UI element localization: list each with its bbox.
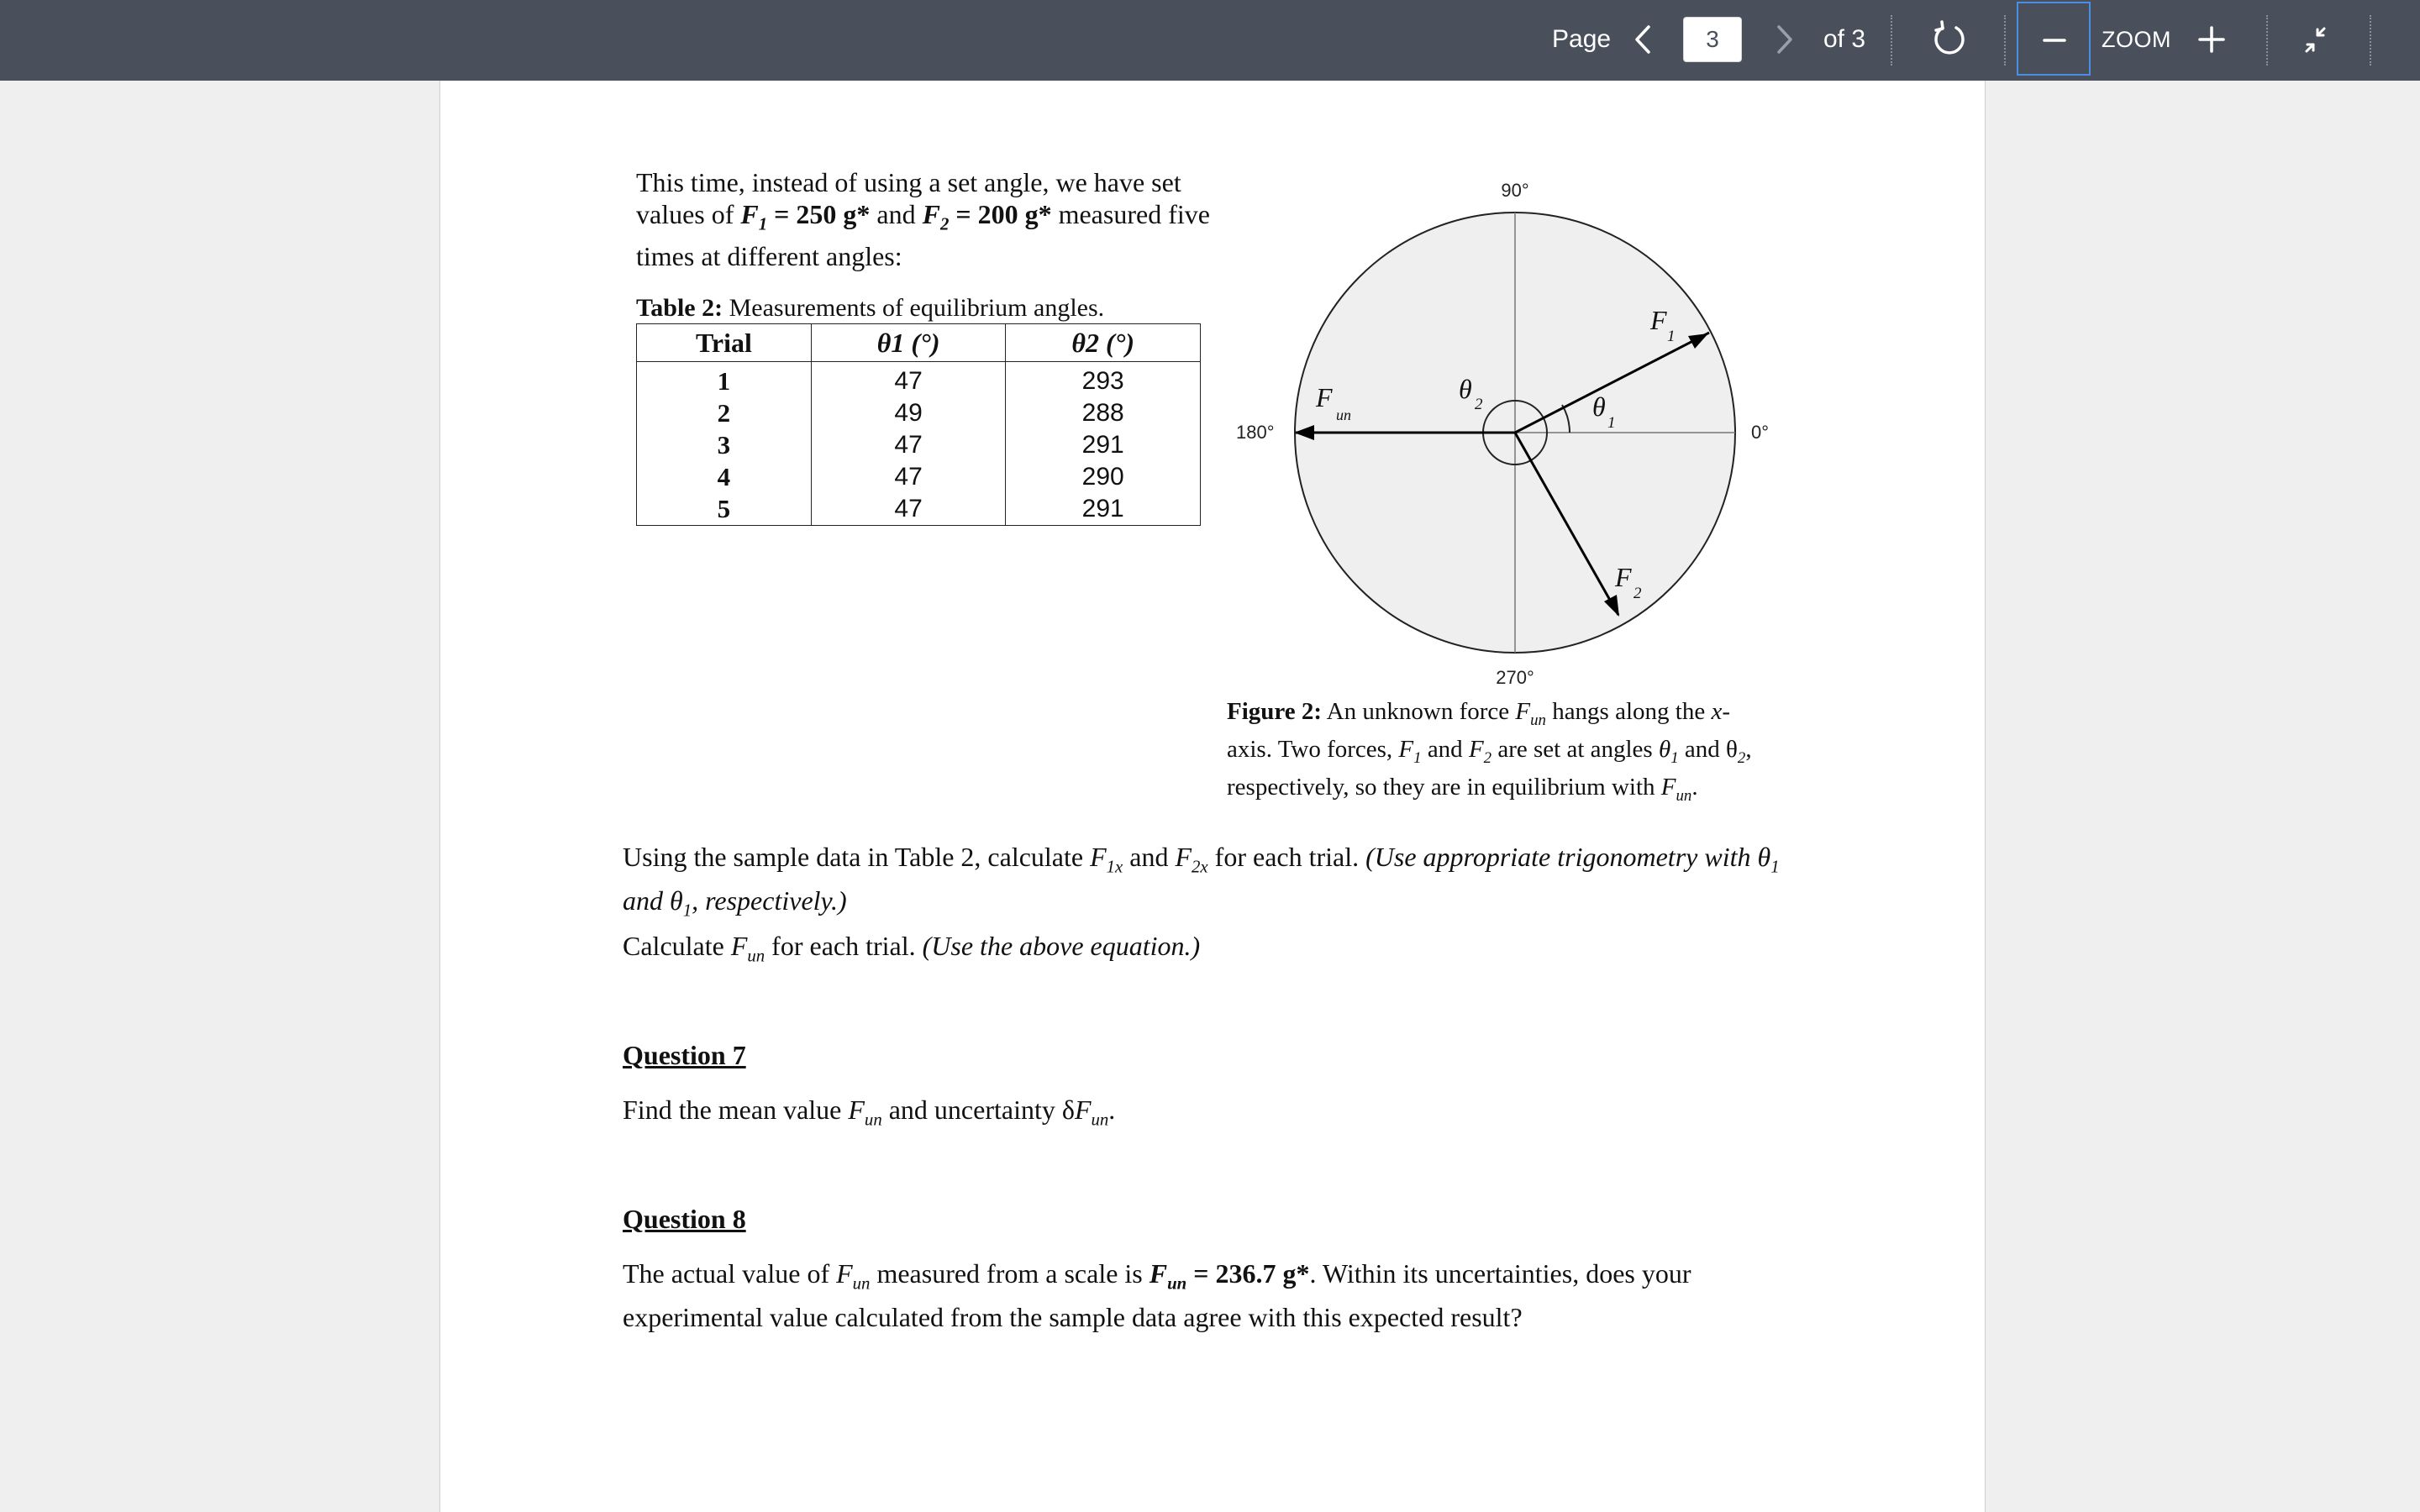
caption-text: are set at angles xyxy=(1491,735,1659,763)
question-text: . xyxy=(1108,1095,1116,1125)
f2-value: = 200 g* xyxy=(949,199,1052,229)
caption-symbol: F xyxy=(1660,773,1676,801)
table-cell: 290 xyxy=(1006,461,1201,493)
instruction-symbol: F xyxy=(1090,842,1107,872)
theta2-label: θ xyxy=(1459,374,1472,404)
instruction-subscript: 2x xyxy=(1192,857,1208,877)
angle-label-180: 180° xyxy=(1236,422,1275,443)
question-text: Find the mean value xyxy=(623,1095,849,1125)
plus-icon xyxy=(2193,20,2230,59)
table-cell: 1 xyxy=(637,362,812,398)
force-diagram xyxy=(440,81,1985,778)
refresh-icon xyxy=(1931,20,1968,59)
figure-caption-label: Figure 2: xyxy=(1227,698,1323,725)
question-symbol: F xyxy=(1149,1258,1168,1289)
zoom-in-button[interactable] xyxy=(2193,20,2230,59)
table-header: Trial xyxy=(637,324,812,362)
angle-label-0: 0° xyxy=(1751,422,1770,443)
intro-text: This time, instead of using a set angle, we have set values of xyxy=(636,167,1181,229)
f2-label-subscript: 2 xyxy=(1634,585,1642,602)
page-label: Page xyxy=(1552,25,1612,53)
exit-fullscreen-button[interactable] xyxy=(2299,20,2334,59)
next-page-button[interactable] xyxy=(1769,18,1799,60)
caption-subscript: 2 xyxy=(1483,748,1492,767)
question-7-heading: Question 7 xyxy=(623,1040,746,1070)
table-cell: 4 xyxy=(637,461,812,493)
table-caption-label: Table 2: xyxy=(636,294,723,322)
question-8-heading: Question 8 xyxy=(623,1204,746,1234)
caption-subscript: 1 xyxy=(1670,748,1679,767)
rotate-button[interactable] xyxy=(1931,20,1968,59)
caption-text: and xyxy=(1421,735,1469,763)
theta1-label: θ xyxy=(1592,391,1606,422)
table-cell: 47 xyxy=(811,429,1006,461)
question-symbol: F xyxy=(848,1095,865,1125)
caption-text: and θ xyxy=(1678,735,1738,763)
instruction-text: for each trial. xyxy=(1207,842,1366,872)
toolbar-divider xyxy=(2370,15,2371,66)
intro-and: and xyxy=(870,199,923,229)
instruction-text: for each trial. xyxy=(765,931,923,961)
zoom-out-button[interactable] xyxy=(2017,2,2091,76)
table-cell: 47 xyxy=(811,461,1006,493)
question-subscript: un xyxy=(864,1110,882,1130)
toolbar-divider xyxy=(2004,15,2006,66)
caption-symbol: F xyxy=(1398,735,1414,763)
instruction-symbol: F xyxy=(1175,842,1192,872)
table-header-text: θ1 (°) xyxy=(876,327,940,358)
toolbar-divider xyxy=(1891,15,1892,66)
zoom-label: ZOOM xyxy=(2102,27,2171,52)
f2-symbol: F xyxy=(922,199,940,229)
instruction-hint: , respectively.) xyxy=(692,885,847,916)
minus-icon xyxy=(2018,3,2089,74)
table-header-text: θ2 (°) xyxy=(1071,327,1135,358)
caption-text: , respectively, so they are in equilibrium with xyxy=(1227,735,1752,801)
angle-label-270: 270° xyxy=(1496,667,1534,688)
instruction-text: Using the sample data in Table 2, calculate xyxy=(623,842,1091,872)
instruction-subscript: un xyxy=(747,946,765,966)
instruction-hint: (Use the above equation.) xyxy=(922,931,1201,961)
angle-label-90: 90° xyxy=(1501,180,1529,201)
page-number-input[interactable] xyxy=(1683,17,1742,62)
pdf-toolbar xyxy=(0,0,2420,81)
table-cell: 47 xyxy=(811,362,1006,398)
page-count-label: of 3 xyxy=(1823,25,1866,53)
table-cell: 49 xyxy=(811,397,1006,429)
question-text: measured from a scale is xyxy=(870,1258,1150,1289)
caption-text: hangs along the xyxy=(1545,698,1712,725)
caption-subscript: un xyxy=(1676,786,1692,805)
caption-subscript: un xyxy=(1530,711,1546,729)
f2-label: F xyxy=(1615,562,1632,592)
instruction-paragraph xyxy=(623,840,1799,928)
f1-value: = 250 g* xyxy=(767,199,871,229)
instruction-hint: and θ xyxy=(623,885,683,916)
caption-symbol: x xyxy=(1711,698,1723,725)
question-symbol: F xyxy=(1074,1095,1092,1125)
instruction-subscript: 1 xyxy=(682,900,692,921)
question-subscript: un xyxy=(1091,1110,1109,1130)
chevron-right-icon xyxy=(1769,18,1799,60)
question-7-text xyxy=(623,1093,1115,1137)
instruction-text: Calculate xyxy=(623,931,731,961)
theta2-label-subscript: 2 xyxy=(1475,396,1483,413)
caption-text: An unknown force xyxy=(1322,698,1516,725)
f1-subscript: 1 xyxy=(758,214,768,234)
table-cell: 47 xyxy=(811,493,1006,526)
table-cell: 2 xyxy=(637,397,812,429)
table-cell: 3 xyxy=(637,429,812,461)
caption-subscript: 1 xyxy=(1413,748,1422,767)
toolbar-divider xyxy=(2266,15,2268,66)
caption-text: . xyxy=(1691,773,1698,801)
document-page xyxy=(439,81,1986,1512)
caption-symbol: θ xyxy=(1658,735,1671,763)
collapse-icon xyxy=(2299,20,2334,59)
table-cell: 5 xyxy=(637,493,812,526)
table-cell: 291 xyxy=(1006,493,1201,526)
question-subscript: un xyxy=(852,1273,871,1294)
instruction-symbol: F xyxy=(730,931,748,961)
instruction-subscript: 1 xyxy=(1770,857,1780,877)
instruction-hint: (Use appropriate trigonometry with θ xyxy=(1365,842,1771,872)
table-cell: 291 xyxy=(1006,429,1201,461)
table-cell: 293 xyxy=(1006,362,1201,398)
table-cell: 288 xyxy=(1006,397,1201,429)
caption-text: -axis. Two forces, xyxy=(1227,698,1730,763)
previous-page-button[interactable] xyxy=(1628,18,1659,60)
theta1-label-subscript: 1 xyxy=(1607,414,1616,432)
caption-symbol: F xyxy=(1468,735,1484,763)
question-subscript: un xyxy=(1167,1273,1187,1294)
question-text: The actual value of xyxy=(623,1258,837,1289)
question-text: and uncertainty δ xyxy=(881,1095,1075,1125)
question-symbol: F xyxy=(836,1258,853,1289)
caption-subscript: 2 xyxy=(1737,748,1746,767)
fun-label: F xyxy=(1316,382,1333,412)
f1-label: F xyxy=(1650,305,1667,335)
caption-symbol: F xyxy=(1515,698,1531,725)
instruction-subscript: 1x xyxy=(1106,857,1123,877)
table-caption-text: Measurements of equilibrium angles. xyxy=(723,294,1105,322)
instruction-paragraph xyxy=(623,929,1200,973)
fun-label-subscript: un xyxy=(1336,407,1351,423)
intro-text-end: measured five times at different angles: xyxy=(636,199,1210,272)
expected-value: = 236.7 g* xyxy=(1186,1258,1310,1289)
f1-symbol: F xyxy=(740,199,759,229)
chevron-left-icon xyxy=(1628,18,1659,60)
f1-label-subscript: 1 xyxy=(1667,328,1676,345)
f2-subscript: 2 xyxy=(939,214,950,234)
figure-caption xyxy=(1227,697,1773,810)
question-8-text xyxy=(623,1257,1749,1335)
instruction-text: and xyxy=(1123,842,1176,872)
question-text: . Within its uncertainties, does your experimental value calculated from the sample data agree with this expected result? xyxy=(623,1258,1691,1333)
